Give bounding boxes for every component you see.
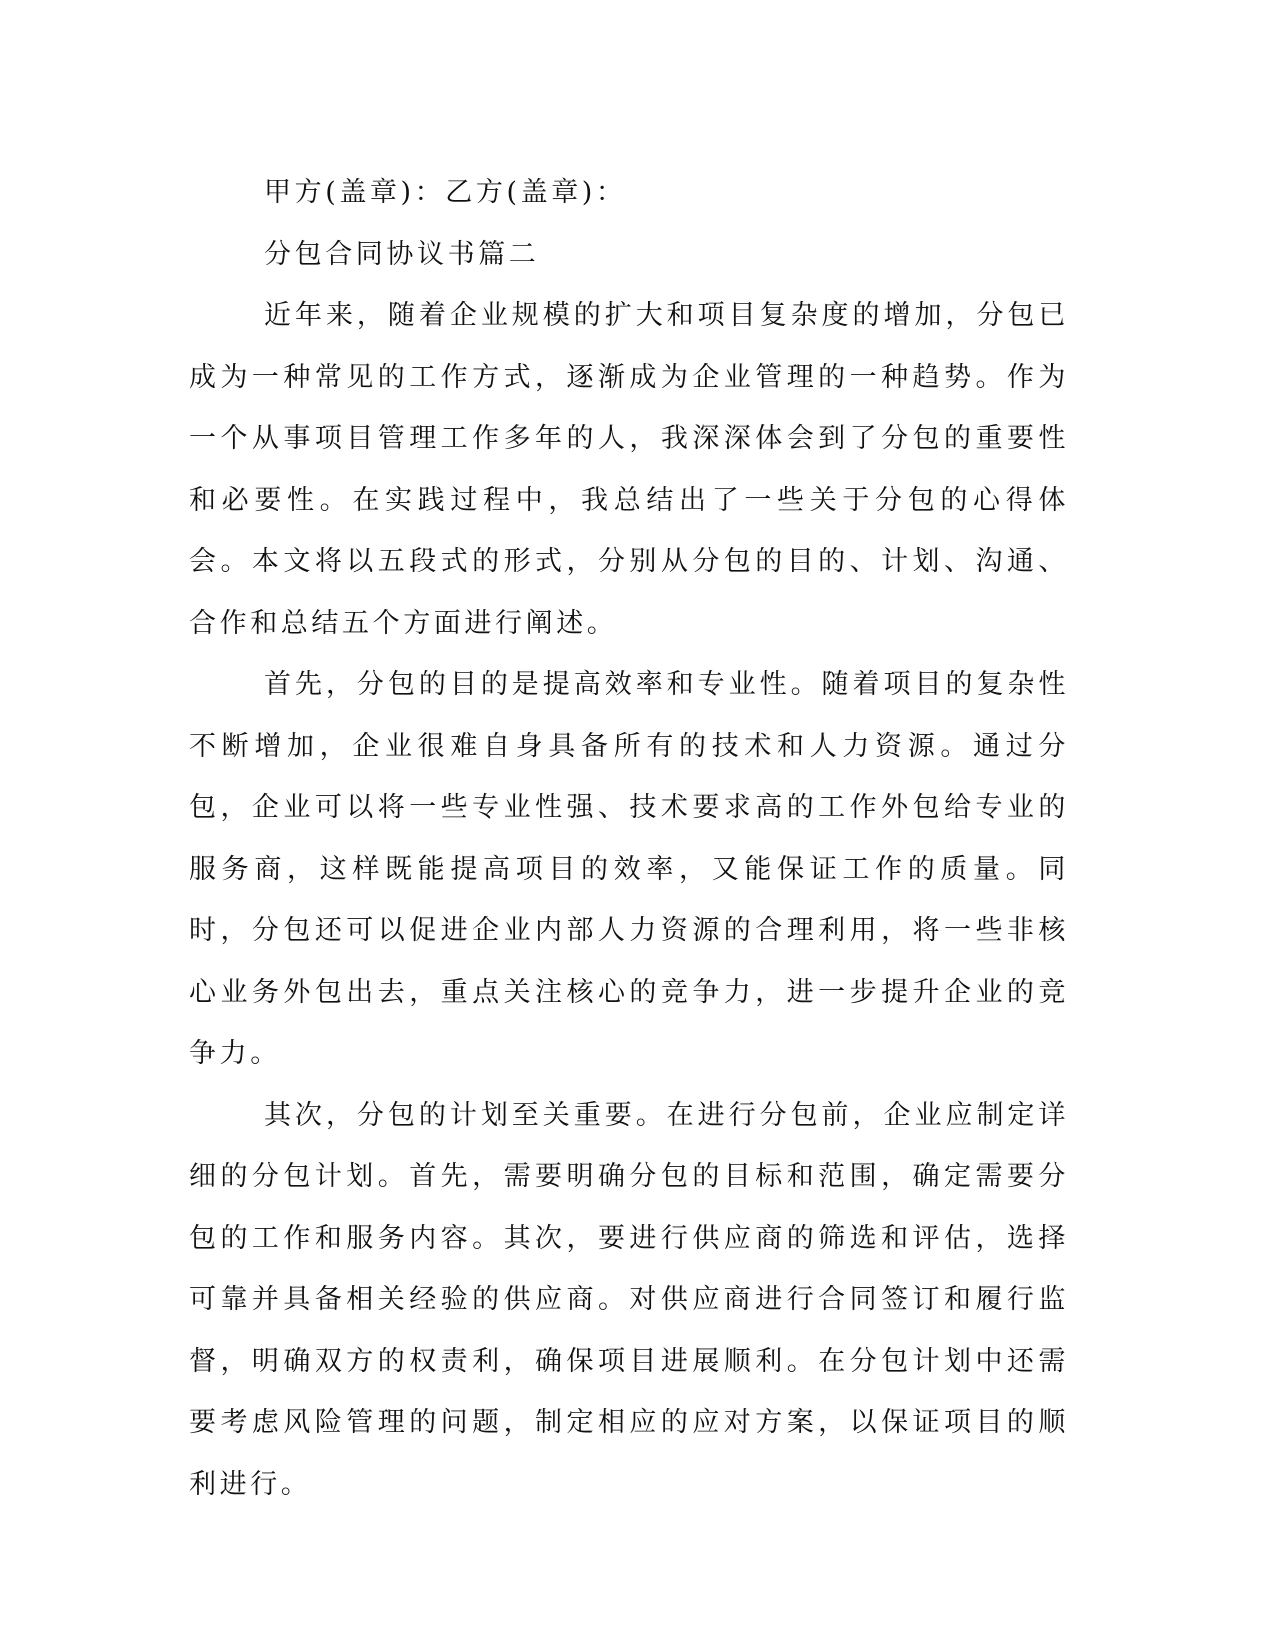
- document-body: [189, 162, 1069, 1515]
- paragraph-purpose: 首先，分包的目的是提高效率和专业性。随着项目的复杂性不断增加，企业很难自身具备所有的技术和人力资源。通过分包，企业可以将一些专业性强、技术要求高的工作外包给专业的服务商，这样既能提高项目的效率，又能保证工作的质量。同时，分包还可以促进企业内部人力资源的合理利用，将一些非核心业务外包出去，重点关注核心的竞争力，进一步提升企业的竞争力。: [189, 669, 1069, 1069]
- paragraph-plan: 其次，分包的计划至关重要。在进行分包前，企业应制定详细的分包计划。首先，需要明确分包的目标和范围，确定需要分包的工作和服务内容。其次，要进行供应商的筛选和评估，选择可靠并具备相关经验的供应商。对供应商进行合同签订和履行监督，明确双方的权责利，确保项目进展顺利。在分包计划中还需要考虑风险管理的问题，制定相应的应对方案，以保证项目的顺利进行。: [189, 1099, 1069, 1500]
- paragraph-intro: 近年来，随着企业规模的扩大和项目复杂度的增加，分包已成为一种常见的工作方式，逐渐成为企业管理的一种趋势。作为一个从事项目管理工作多年的人，我深深体会到了分包的重要性和必要性。在实践过程中，我总结出了一些关于分包的心得体会。本文将以五段式的形式，分别从分包的目的、计划、沟通、合作和总结五个方面进行阐述。: [189, 300, 1069, 639]
- signature-line: 甲方(盖章)：乙方(盖章)：: [264, 177, 627, 208]
- section-heading: 分包合同协议书篇二: [264, 238, 540, 270]
